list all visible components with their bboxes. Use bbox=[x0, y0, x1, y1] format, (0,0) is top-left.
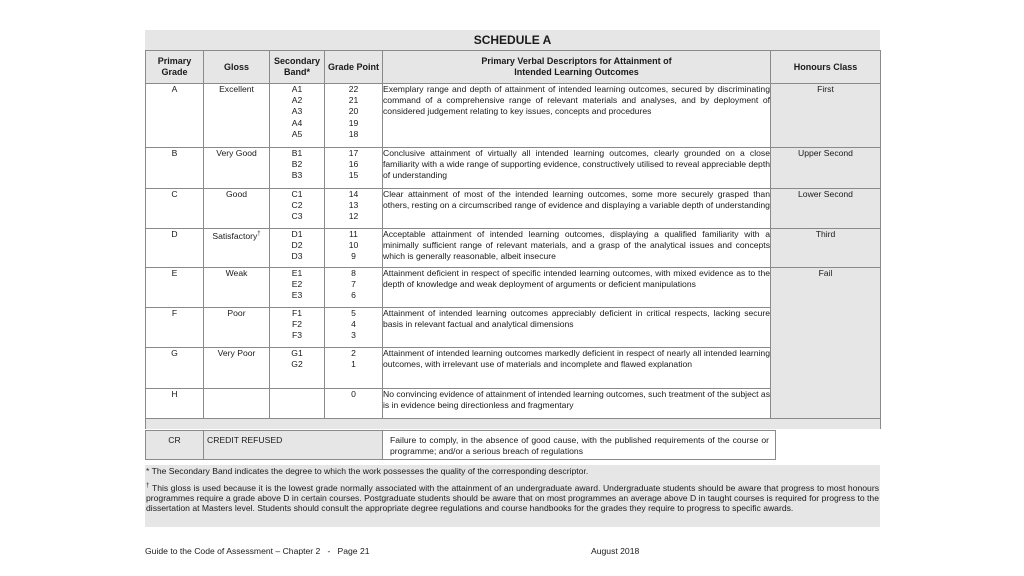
gloss bbox=[204, 389, 270, 419]
footer-date: August 2018 bbox=[591, 546, 640, 556]
honours-upper-second: Upper Second bbox=[771, 148, 881, 189]
grade-points bbox=[325, 229, 383, 268]
primary-grade: B bbox=[146, 148, 204, 189]
secondary-band: A2 bbox=[291, 95, 303, 106]
grade-point: 0 bbox=[351, 389, 356, 399]
credit-refused-table bbox=[145, 430, 776, 460]
gloss: Satisfactory† bbox=[204, 229, 270, 268]
descriptor: Attainment of intended learning outcomes markedly deficient in respect of nearly all intended learning outcomes, with irrelevant use of materials and incomplete and flawed explanation bbox=[383, 348, 771, 389]
grade-point: 5 bbox=[351, 308, 356, 318]
primary-grade: G bbox=[146, 348, 204, 389]
table-spacer-row bbox=[146, 419, 881, 430]
grade-point: 9 bbox=[351, 251, 356, 262]
descriptor: Acceptable attainment of intended learning outcomes, displaying a qualified familiarity with a minimally sufficient range of relevant materials, and a grasp of the analytical issues and concepts which is generally reasonable, albeit insecure bbox=[383, 229, 771, 268]
dagger-mark: † bbox=[146, 482, 150, 489]
secondary-band: D1 bbox=[291, 229, 303, 239]
secondary-band: C3 bbox=[291, 211, 303, 222]
gloss-note: † This gloss is used because it is the lowest grade normally associated with the attainment of an undergraduate award. Undergraduate students should be aware that progress to most honours programmes require a grade above D in certain courses. Postgraduate students should be aware that on most programmes an average above D in taught courses is required for progress to the dissertation at Masters level. Students should consult the appropriate degree regulations and course handbooks for the grades they require to progress to specific awards. bbox=[146, 482, 879, 514]
grade-point: 16 bbox=[348, 159, 359, 170]
grade-points bbox=[325, 84, 383, 148]
grade-row-f bbox=[146, 308, 881, 348]
secondary-band: C2 bbox=[291, 200, 303, 211]
secondary-band: G1 bbox=[291, 348, 303, 358]
secondary-band: D2 bbox=[291, 240, 303, 251]
grade-point: 20 bbox=[348, 106, 359, 117]
header-primary-grade: Primary Grade bbox=[146, 51, 204, 84]
secondary-band: F1 bbox=[291, 308, 303, 318]
header-honours-class: Honours Class bbox=[771, 51, 881, 84]
secondary-band: F3 bbox=[291, 330, 303, 341]
credit-refused-code: CR bbox=[146, 431, 204, 460]
gloss: Good bbox=[204, 189, 270, 229]
secondary-bands bbox=[270, 189, 325, 229]
spacer-cell bbox=[146, 419, 881, 430]
grade-points bbox=[325, 308, 383, 348]
credit-refused-row bbox=[146, 431, 776, 460]
grade-point: 7 bbox=[351, 279, 356, 290]
grade-point: 8 bbox=[351, 268, 356, 278]
secondary-bands bbox=[270, 348, 325, 389]
header-descriptors: Primary Verbal Descriptors for Attainment of Intended Learning Outcomes bbox=[383, 51, 771, 84]
grade-row-e bbox=[146, 268, 881, 308]
header-gloss: Gloss bbox=[204, 51, 270, 84]
gloss: Weak bbox=[204, 268, 270, 308]
grade-point: 4 bbox=[351, 319, 356, 330]
descriptor: Attainment of intended learning outcomes appreciably deficient in critical respects, lacking secure basis in relevant factual and analytical dimensions bbox=[383, 308, 771, 348]
secondary-band: C1 bbox=[291, 189, 303, 199]
grade-points bbox=[325, 268, 383, 308]
grade-row-g bbox=[146, 348, 881, 389]
honours-fail: Fail bbox=[771, 268, 881, 419]
secondary-band: D3 bbox=[291, 251, 303, 262]
credit-refused-descriptor: Failure to comply, in the absence of good cause, with the published requirements of the course or programme; and/or a serious breach of regulations bbox=[383, 431, 776, 460]
gloss: Very Poor bbox=[204, 348, 270, 389]
grade-point: 3 bbox=[351, 330, 356, 341]
primary-grade: E bbox=[146, 268, 204, 308]
grade-row-h bbox=[146, 389, 881, 419]
grade-point: 18 bbox=[348, 128, 359, 139]
grade-row-d bbox=[146, 229, 881, 268]
grade-point: 1 bbox=[351, 359, 356, 370]
secondary-bands bbox=[270, 268, 325, 308]
gloss: Very Good bbox=[204, 148, 270, 189]
descriptor: Clear attainment of most of the intended learning outcomes, some more securely grasped than others, resting on a circumscribed range of evidence and displaying a variable depth of understanding bbox=[383, 189, 771, 229]
primary-grade: H bbox=[146, 389, 204, 419]
header-secondary-band: Secondary Band* bbox=[270, 51, 325, 84]
grade-point: 12 bbox=[348, 211, 359, 222]
primary-grade: F bbox=[146, 308, 204, 348]
secondary-band: A1 bbox=[291, 84, 303, 94]
grade-row-c bbox=[146, 189, 881, 229]
secondary-band: B3 bbox=[291, 170, 303, 181]
grade-points bbox=[325, 189, 383, 229]
grade-point: 14 bbox=[348, 189, 359, 199]
secondary-band: A5 bbox=[291, 128, 303, 139]
grade-points bbox=[325, 148, 383, 189]
honours-lower-second: Lower Second bbox=[771, 189, 881, 229]
grade-point: 17 bbox=[348, 148, 359, 158]
grade-point: 6 bbox=[351, 290, 356, 301]
secondary-band: B2 bbox=[291, 159, 303, 170]
primary-grade: D bbox=[146, 229, 204, 268]
grade-point: 2 bbox=[351, 348, 356, 358]
secondary-band: E1 bbox=[291, 268, 303, 278]
secondary-bands bbox=[270, 308, 325, 348]
credit-refused-label: CREDIT REFUSED bbox=[204, 431, 383, 460]
gloss: Excellent bbox=[204, 84, 270, 148]
primary-grade: A bbox=[146, 84, 204, 148]
grade-point: 10 bbox=[348, 240, 359, 251]
secondary-band: E3 bbox=[291, 290, 303, 301]
secondary-bands bbox=[270, 148, 325, 189]
grade-point: 13 bbox=[348, 200, 359, 211]
footnotes bbox=[145, 465, 880, 527]
grade-row-a bbox=[146, 84, 881, 148]
grade-points bbox=[325, 389, 383, 419]
dagger-mark: † bbox=[257, 231, 261, 237]
descriptor: Exemplary range and depth of attainment of intended learning outcomes, secured by discriminating command of a comprehensive range of relevant materials and analyses, and by deployment of considered judgement relating to key issues, concepts and procedures bbox=[383, 84, 771, 148]
grade-point: 15 bbox=[348, 170, 359, 181]
descriptor: No convincing evidence of attainment of intended learning outcomes, such treatment of the subject as is in evidence being directionless and fragmentary bbox=[383, 389, 771, 419]
grade-row-b bbox=[146, 148, 881, 189]
secondary-band-note: * The Secondary Band indicates the degree to which the work possesses the quality of the corresponding descriptor. bbox=[146, 466, 589, 476]
secondary-bands bbox=[270, 229, 325, 268]
secondary-band: F2 bbox=[291, 319, 303, 330]
secondary-band: E2 bbox=[291, 279, 303, 290]
grade-points bbox=[325, 348, 383, 389]
secondary-bands bbox=[270, 389, 325, 419]
honours-first: First bbox=[771, 84, 881, 148]
descriptor: Attainment deficient in respect of specific intended learning outcomes, with mixed evidence as to the depth of knowledge and weak deployment of arguments or deficient manipulations bbox=[383, 268, 771, 308]
schedule-title: SCHEDULE A bbox=[145, 30, 880, 50]
grade-point: 21 bbox=[348, 95, 359, 106]
secondary-band: A3 bbox=[291, 106, 303, 117]
footer-left: Guide to the Code of Assessment – Chapter 2 - Page 21 bbox=[145, 546, 370, 556]
table-header-row bbox=[146, 51, 881, 84]
grade-point: 22 bbox=[348, 84, 359, 94]
grading-table bbox=[145, 50, 881, 429]
grade-point: 11 bbox=[349, 229, 358, 239]
honours-third: Third bbox=[771, 229, 881, 268]
primary-grade: C bbox=[146, 189, 204, 229]
descriptor: Conclusive attainment of virtually all intended learning outcomes, clearly grounded on a close familiarity with a wide range of supporting evidence, constructively utilised to reveal appreciable depth of understanding bbox=[383, 148, 771, 189]
grade-point: 19 bbox=[348, 117, 359, 128]
secondary-band: A4 bbox=[291, 117, 303, 128]
secondary-band: G2 bbox=[291, 359, 303, 370]
secondary-bands bbox=[270, 84, 325, 148]
gloss: Poor bbox=[204, 308, 270, 348]
secondary-band: B1 bbox=[291, 148, 303, 158]
header-grade-point: Grade Point bbox=[325, 51, 383, 84]
